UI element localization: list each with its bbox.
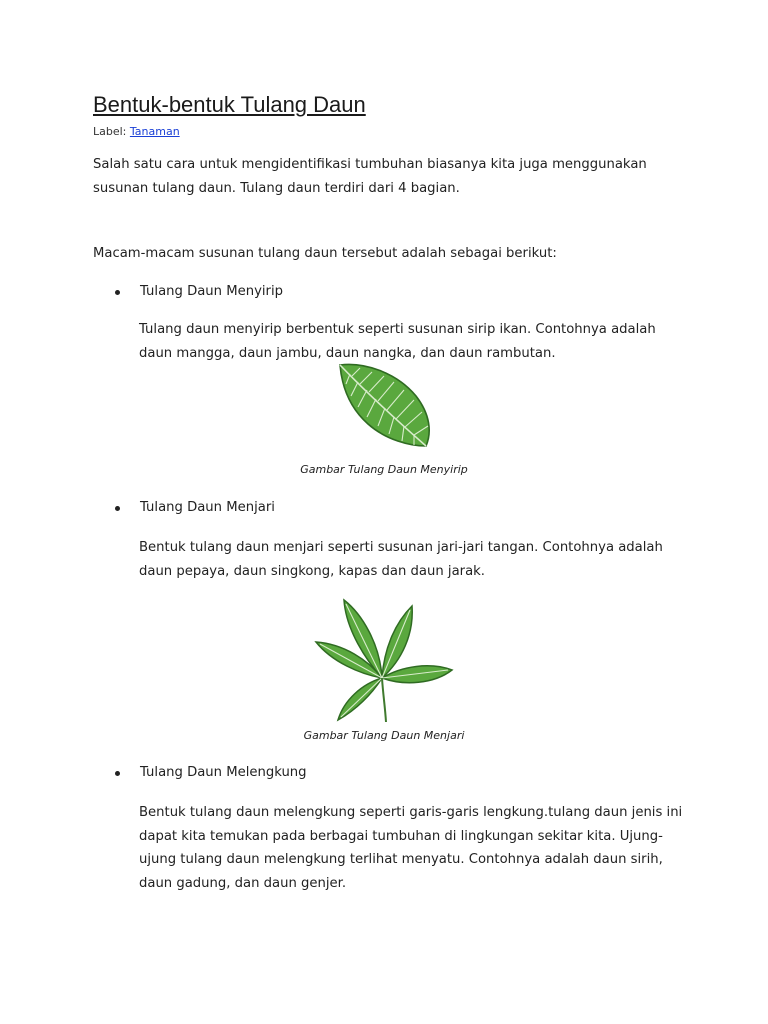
- section-description-menyirip: Tulang daun menyirip berbentuk seperti susunan sirip ikan. Contohnya adalah daun mangga, daun jambu, daun nangka, dan daun rambutan.: [139, 322, 656, 361]
- list-intro-paragraph: Macam-macam susunan tulang daun tersebut adalah sebagai berikut:: [93, 246, 557, 261]
- section-description-melengkung: Bentuk tulang daun melengkung seperti garis-garis lengkung.tulang daun jenis ini dapat kita temukan pada berbagai tumbuhan di lingkungan sekitar kita. Ujung-ujung tulang daun melengkung terlihat menyatu. Contohnya adalah daun sirih, daun gadung, dan daun genjer.: [139, 805, 683, 891]
- bullet-icon: [115, 506, 120, 511]
- pinnate-leaf-icon: [334, 362, 434, 450]
- palmate-leaf-icon: [310, 594, 458, 724]
- label-prefix: Label:: [93, 125, 127, 138]
- intro-paragraph: Salah satu cara untuk mengidentifikasi tumbuhan biasanya kita juga menggunakan susunan tulang daun. Tulang daun terdiri dari 4 bagian.: [93, 157, 647, 196]
- section-description-menjari: Bentuk tulang daun menjari seperti susunan jari-jari tangan. Contohnya adalah daun pepaya, daun singkong, kapas dan daun jarak.: [139, 540, 663, 579]
- label-link-tanaman[interactable]: Tanaman: [129, 125, 180, 138]
- caption-menyirip: Gambar Tulang Daun Menyirip: [300, 463, 468, 476]
- bullet-icon: [115, 290, 120, 295]
- section-heading-menyirip: Tulang Daun Menyirip: [140, 284, 283, 299]
- label-line: [93, 124, 180, 139]
- caption-menjari: Gambar Tulang Daun Menjari: [303, 729, 465, 742]
- bullet-icon: [115, 771, 120, 776]
- page-title: Bentuk-bentuk Tulang Daun: [93, 92, 366, 117]
- section-heading-melengkung: Tulang Daun Melengkung: [140, 765, 307, 780]
- section-heading-menjari: Tulang Daun Menjari: [140, 500, 275, 515]
